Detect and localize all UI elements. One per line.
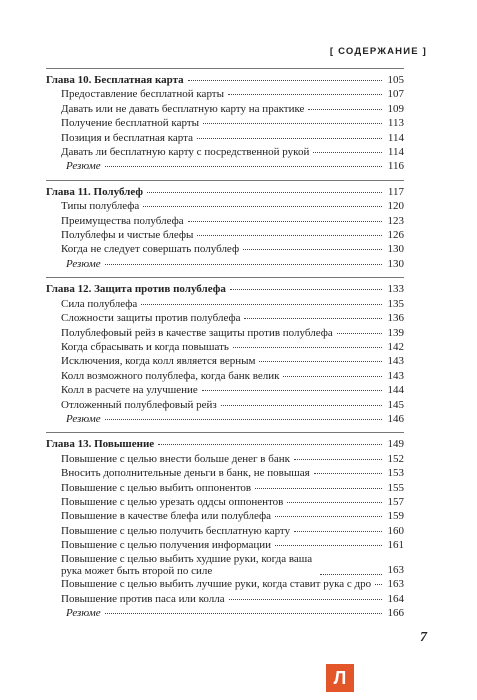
entry-title: Резюме [66, 607, 101, 620]
chapter-summary-entry [46, 159, 404, 173]
dot-leader [375, 583, 382, 585]
toc-entry [46, 131, 404, 145]
dot-leader [313, 151, 382, 153]
toc-entry [46, 466, 404, 480]
publisher-logo-icon: Л [326, 664, 354, 692]
entry-page-number: 166 [387, 607, 404, 620]
toc-entry [46, 145, 404, 159]
entry-page-number: 153 [387, 467, 404, 480]
toc-entry [46, 354, 404, 368]
dot-leader [203, 122, 382, 124]
dot-leader [275, 515, 382, 517]
entry-page-number: 126 [387, 229, 404, 242]
entry-page-number: 144 [387, 384, 404, 397]
entry-title: Давать или не давать бесплатную карту на практике [61, 102, 305, 115]
entry-page-number: 160 [387, 524, 404, 537]
dot-leader [105, 612, 382, 614]
entry-title: Предоставление бесплатной карты [61, 88, 224, 101]
entry-title: Повышение с целью внести больше денег в банк [61, 452, 290, 465]
dot-leader [233, 346, 382, 348]
chapter-heading [46, 185, 404, 199]
toc-entry [46, 509, 404, 523]
dot-leader [105, 418, 382, 420]
entry-page-number: 164 [387, 592, 404, 605]
entry-page-number: 155 [387, 481, 404, 494]
dot-leader [105, 165, 382, 167]
dot-leader [188, 79, 382, 81]
entry-title: Резюме [66, 412, 101, 425]
dot-leader [320, 573, 382, 575]
chapter-heading [46, 437, 404, 451]
chapter-spacer [46, 621, 404, 627]
dot-leader [197, 234, 382, 236]
entry-page-number: 109 [387, 102, 404, 115]
entry-page-number: 105 [387, 74, 404, 86]
entry-title: Сила полублефа [61, 297, 138, 310]
entry-page-number: 113 [387, 117, 404, 130]
entry-title: Повышение с целью выбить оппонентов [61, 481, 252, 494]
chapter-summary-entry [46, 412, 404, 426]
entry-title: Полублефы и чистые блефы [61, 229, 194, 242]
dot-leader [243, 248, 382, 250]
dot-leader [105, 263, 382, 265]
entry-page-number: 146 [387, 412, 404, 425]
entry-page-number: 149 [387, 438, 404, 451]
toc-entry [46, 577, 404, 591]
entry-title: Глава 13. Повышение [46, 438, 155, 451]
toc-entry [46, 242, 404, 256]
chapter-summary-entry [46, 257, 404, 271]
chapter-block [46, 277, 404, 432]
entry-title: Вносить дополнительные деньги в банк, не повышая [61, 467, 310, 480]
entry-title: Когда не следует совершать полублеф [61, 243, 240, 256]
toc-entry [46, 481, 404, 495]
toc-entry [46, 297, 404, 311]
entry-page-number: 163 [387, 564, 404, 576]
entry-page-number: 116 [387, 160, 404, 173]
dot-leader [255, 487, 382, 489]
dot-leader [229, 598, 382, 600]
entry-page-number: 161 [387, 539, 404, 552]
toc-entry [46, 116, 404, 130]
entry-title: Повышение с целью урезать оддсы оппонентов [61, 495, 284, 508]
entry-title: Позиция и бесплатная карта [61, 131, 193, 144]
entry-title: Преимущества полублефа [61, 214, 184, 227]
entry-page-number: 135 [387, 297, 404, 310]
dot-leader [308, 108, 382, 110]
entry-title: Отложенный полублефовый рейз [61, 398, 217, 411]
toc-entry [46, 383, 404, 397]
dot-leader [228, 93, 382, 95]
toc-entry [46, 592, 404, 606]
dot-leader [244, 317, 382, 319]
chapter-heading [46, 73, 404, 87]
entry-title: Глава 11. Полублеф [46, 185, 143, 198]
entry-page-number: 136 [387, 312, 404, 325]
dot-leader [158, 443, 382, 445]
entry-page-number: 133 [387, 283, 404, 296]
toc-entry [46, 199, 404, 213]
dot-leader [230, 288, 382, 290]
entry-page-number: 142 [387, 340, 404, 353]
dot-leader [141, 303, 382, 305]
entry-title: Повышение с целью выбить лучшие руки, когда ставит рука с дро [61, 578, 372, 591]
dot-leader [221, 404, 382, 406]
entry-page-number: 157 [387, 495, 404, 508]
dot-leader [287, 501, 382, 503]
entry-title: Резюме [66, 257, 101, 270]
entry-title: Резюме [66, 160, 101, 173]
page-number: 7 [420, 630, 427, 645]
entry-page-number: 130 [387, 243, 404, 256]
entry-page-number: 120 [387, 200, 404, 213]
entry-title: Получение бесплатной карты [61, 117, 200, 130]
entry-title: Повышение с целью выбить худшие руки, когда ваша рука может быть второй по силе [61, 552, 313, 577]
chapter-block [46, 68, 404, 180]
dot-leader [283, 375, 382, 377]
toc-entry [46, 398, 404, 412]
dot-leader [294, 458, 382, 460]
entry-title: Колл возможного полублефа, когда банк велик [61, 369, 280, 382]
chapter-block [46, 432, 404, 626]
chapter-summary-entry [46, 606, 404, 620]
toc-entry [46, 538, 404, 552]
entry-page-number: 145 [387, 398, 404, 411]
entry-page-number: 143 [387, 355, 404, 368]
entry-title: Полублефовый рейз в качестве защиты против полублефа [61, 326, 333, 339]
entry-page-number: 159 [387, 510, 404, 523]
entry-title: Повышение с целью получить бесплатную карту [61, 524, 291, 537]
dot-leader [147, 191, 382, 193]
toc-entry [46, 524, 404, 538]
dot-leader [314, 472, 382, 474]
entry-page-number: 139 [387, 326, 404, 339]
entry-title: Глава 12. Защита против полублефа [46, 283, 226, 296]
dot-leader [143, 205, 382, 207]
entry-page-number: 152 [387, 452, 404, 465]
toc-entry [46, 452, 404, 466]
entry-title: Колл в расчете на улучшение [61, 384, 198, 397]
dot-leader [294, 530, 382, 532]
header-title: СОДЕРЖАНИЕ [338, 46, 419, 57]
toc-entry [46, 102, 404, 116]
entry-page-number: 130 [387, 257, 404, 270]
toc-entry [46, 87, 404, 101]
entry-page-number: 143 [387, 369, 404, 382]
entry-title: Глава 10. Бесплатная карта [46, 74, 184, 86]
dot-leader [188, 220, 382, 222]
toc-entry [46, 326, 404, 340]
entry-title: Сложности защиты против полублефа [61, 312, 241, 325]
toc-entry [46, 214, 404, 228]
entry-title: Повышение в качестве блефа или полублефа [61, 510, 272, 523]
dot-leader [259, 360, 382, 362]
entry-page-number: 114 [387, 131, 404, 144]
entry-page-number: 114 [387, 146, 404, 159]
toc-entry [46, 369, 404, 383]
dot-leader [202, 389, 382, 391]
entry-page-number: 107 [387, 88, 404, 101]
dot-leader [275, 544, 382, 546]
entry-title: Исключения, когда колл является верным [61, 355, 256, 368]
toc-entry [46, 553, 404, 578]
entry-title: Давать ли бесплатную карту с посредственной рукой [61, 146, 310, 159]
dot-leader [337, 332, 382, 334]
page-header: [ СОДЕРЖАНИЕ ] [329, 46, 427, 57]
entry-page-number: 117 [387, 185, 404, 198]
toc-entry [46, 228, 404, 242]
table-of-contents [46, 68, 404, 627]
chapter-heading [46, 282, 404, 296]
chapter-block [46, 180, 404, 277]
entry-title: Повышение с целью получения информации [61, 539, 272, 552]
entry-title: Повышение против паса или колла [61, 592, 225, 605]
entry-title: Когда сбрасывать и когда повышать [61, 340, 229, 353]
toc-entry [46, 340, 404, 354]
entry-page-number: 123 [387, 214, 404, 227]
entry-page-number: 163 [387, 578, 404, 591]
dot-leader [197, 137, 382, 139]
toc-entry [46, 311, 404, 325]
entry-title: Типы полублефа [61, 200, 140, 213]
toc-entry [46, 495, 404, 509]
